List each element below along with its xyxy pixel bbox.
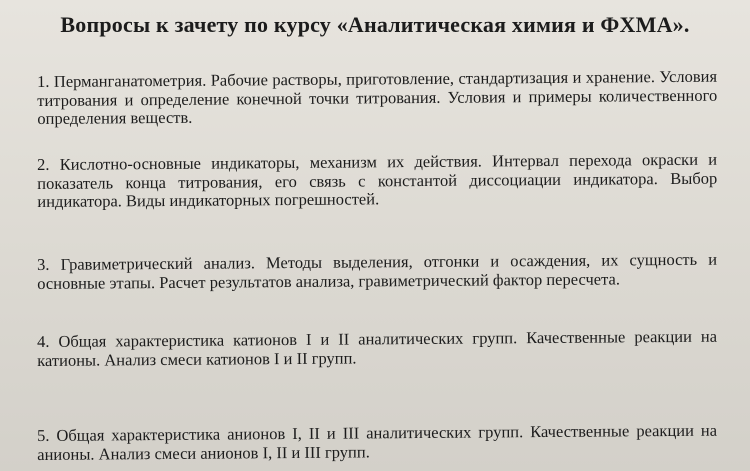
document-title: Вопросы к зачету по курсу «Аналитическая химия и ФХМА». xyxy=(60,12,690,37)
question-item xyxy=(37,251,717,293)
question-text: 5. Общая характеристика анионов I, II и III аналитических групп. Качественные реакции на анионы. Анализ смеси анионов I, II и III групп. xyxy=(36,420,718,464)
question-item xyxy=(37,422,717,464)
question-text: 2. Кислотно-основные индикаторы, механизм их действия. Интервал перехода окраски и показатель конца титрования, его связь с константой диссоциации индикатора. Выбор индикатора. Виды индикаторных погрешностей. xyxy=(36,149,718,211)
question-item xyxy=(37,328,717,370)
question-item xyxy=(37,151,717,212)
question-text: 3. Гравиметрический анализ. Методы выделения, отгонки и осаждения, их сущность и основные этапы. Расчет результатов анализа, гравиметрический фактор пересчета. xyxy=(36,249,718,293)
question-text: 4. Общая характеристика катионов I и II аналитических групп. Качественные реакции на катионы. Анализ смеси катионов I и II групп. xyxy=(36,326,718,370)
question-text: 1. Перманганатометрия. Рабочие растворы, приготовление, стандартизация и хранение. Условия титрования и определение конечной точки титрования. Условия и примеры количественного определения веществ. xyxy=(36,66,718,128)
question-item xyxy=(37,68,717,129)
